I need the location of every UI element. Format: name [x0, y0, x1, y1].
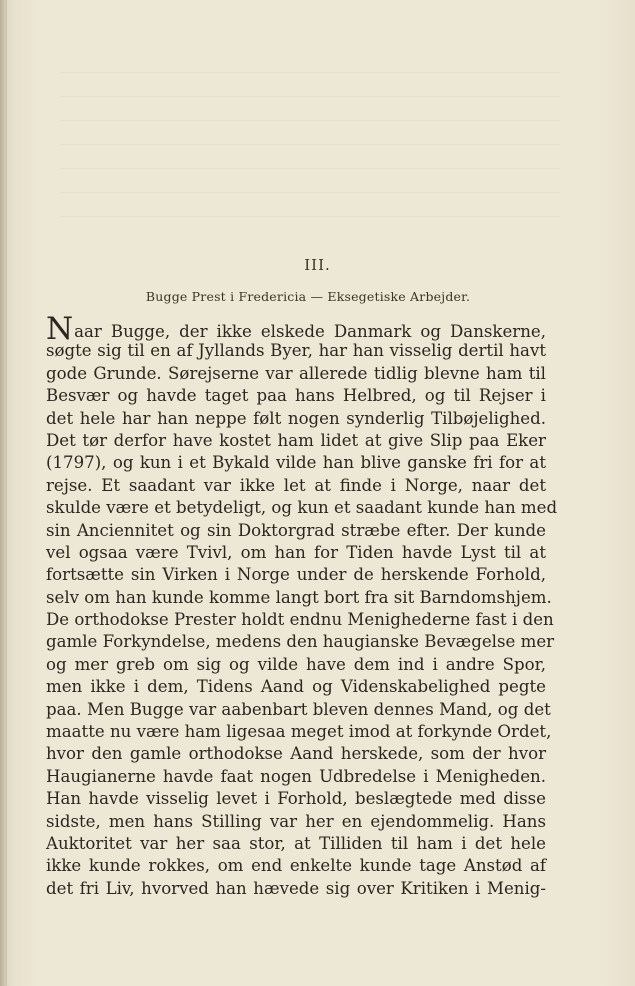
text-line: fortsætte sin Virken i Norge under de herskende Forhold, — [46, 565, 546, 585]
bleed-through-line — [60, 72, 560, 73]
text-line: men ikke i dem, Tidens Aand og Videnskabelighed pegte — [46, 677, 546, 697]
bleed-through-line — [60, 144, 560, 145]
body-text — [46, 311, 558, 900]
bleed-through-line — [60, 216, 560, 217]
bleed-through-line — [60, 192, 560, 193]
text-line: sin Anciennitet og sin Doktorgrad stræbe efter. Der kunde — [46, 520, 546, 540]
text-line: sidste, men hans Stilling var her en ejendommelig. Hans — [46, 811, 546, 831]
text-line: ikke kunde rokkes, om end enkelte kunde tage Anstød af — [46, 856, 546, 876]
text-line: Han havde visselig levet i Forhold, beslægtede med disse — [46, 789, 546, 809]
text-line: det fri Liv, hvorved han hævede sig over Kritiken i Menig- — [46, 878, 546, 898]
bleed-through-line — [60, 168, 560, 169]
text-line: paa. Men Bugge var aabenbart bleven dennes Mand, og det — [46, 699, 551, 719]
first-line-text: aar Bugge, der ikke elskede Danmark og Danskerne, — [74, 322, 546, 341]
text-line: (1797), og kun i et Bykald vilde han blive ganske fri for at — [46, 453, 546, 473]
text-line: rejse. Et saadant var ikke let at finde i Norge, naar det — [46, 475, 546, 495]
text-line: gode Grunde. Sørejserne var allerede tidlig blevne ham til — [46, 363, 546, 383]
chapter-subtitle: Bugge Prest i Fredericia — Eksegetiske Arbejder. — [145, 289, 471, 304]
bleed-through-line — [60, 96, 560, 97]
text-line: hvor den gamle orthodokse Aand herskede, som der hvor — [46, 744, 546, 764]
text-line: skulde være et betydeligt, og kun et saadant kunde han med — [46, 498, 558, 518]
text-line: Det tør derfor have kostet ham lidet at give Slip paa Eker — [46, 430, 546, 450]
text-line: Auktoritet var her saa stor, at Tilliden til ham i det hele — [46, 833, 546, 853]
text-line: gamle Forkyndelse, medens den haugianske Bevægelse mer — [46, 632, 555, 652]
text-line: De orthodokse Prester holdt endnu Menighederne fast i den — [46, 610, 554, 630]
text-line: og mer greb om sig og vilde have dem ind i andre Spor, — [46, 654, 546, 674]
gutter-line — [6, 0, 7, 986]
text-line: maatte nu være ham ligesaa meget imod at forkynde Ordet, — [46, 722, 552, 742]
text-line: søgte sig til en af Jyllands Byer, har han visselig dertil havt — [46, 341, 546, 361]
text-line-first — [46, 311, 546, 347]
text-line: det hele har han neppe følt nogen synderlig Tilbøjelighed. — [46, 408, 546, 428]
text-line: selv om han kunde komme langt bort fra sit Barndomshjem. — [46, 587, 552, 607]
drop-cap: N — [46, 311, 74, 347]
chapter-number: III. — [304, 256, 331, 274]
text-line: vel ogsaa være Tvivl, om han for Tiden havde Lyst til at — [46, 542, 546, 562]
bleed-through-line — [60, 120, 560, 121]
text-line: Haugianerne havde faat nogen Udbredelse i Menigheden. — [46, 766, 546, 786]
text-line: Besvær og havde taget paa hans Helbred, og til Rejser i — [46, 386, 546, 406]
